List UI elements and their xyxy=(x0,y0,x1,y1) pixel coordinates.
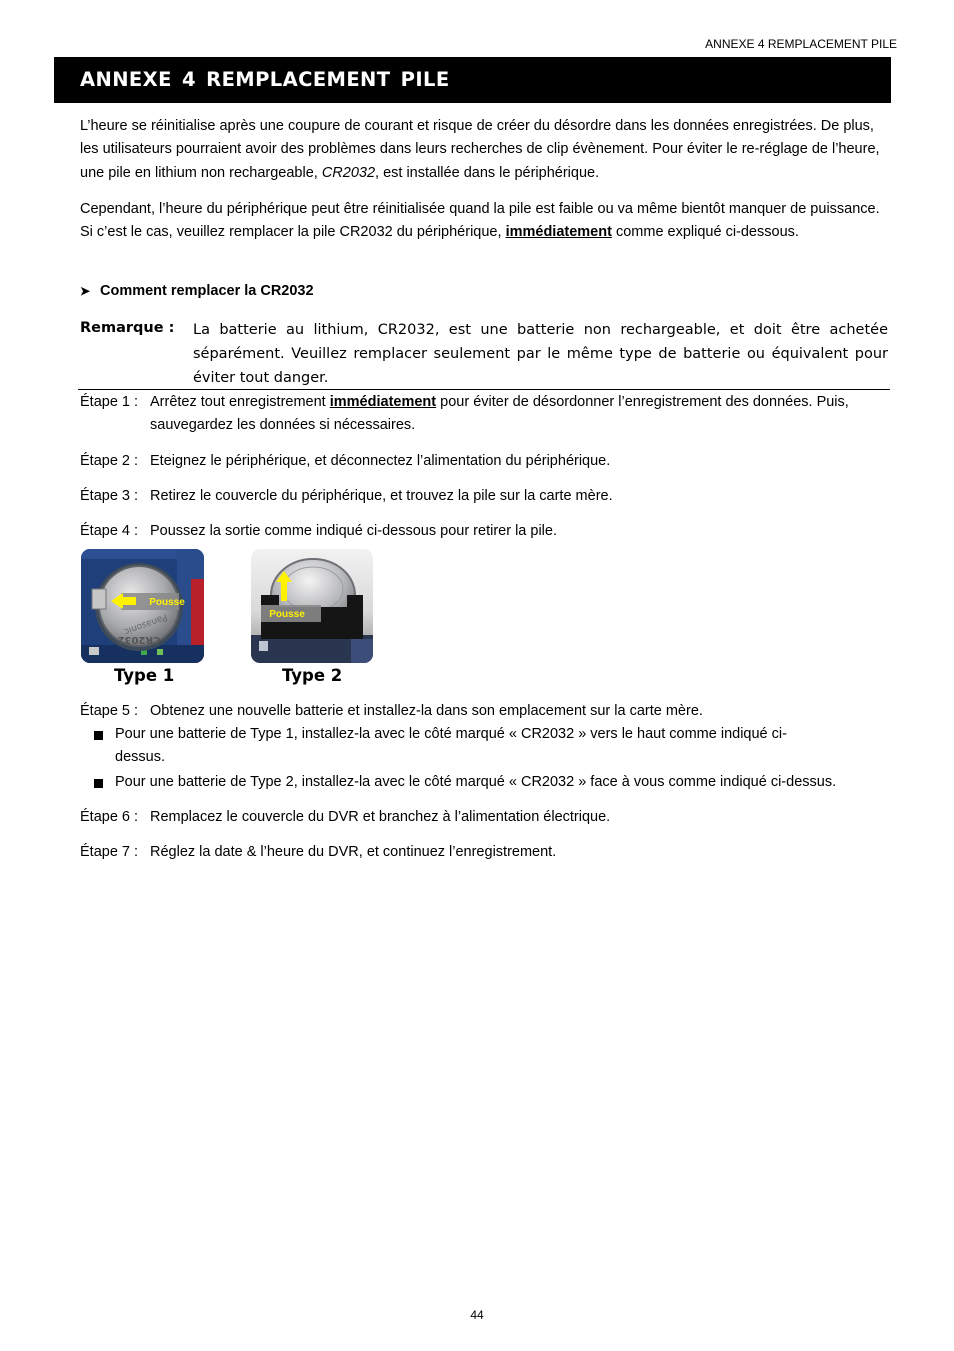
battery-brand: Panasonic xyxy=(122,611,169,637)
bullet-text: Pour une batterie de Type 1, installez-la avec le côté marqué « CR2032 » vers le haut comme indiqué ci-dessus. xyxy=(115,726,787,766)
step-text: Eteignez le périphérique, et déconnectez l’alimentation du périphérique. xyxy=(150,453,611,469)
step-label: Étape 5 : xyxy=(80,703,139,719)
battery-type2-photo xyxy=(251,549,373,663)
howto-heading xyxy=(80,283,314,299)
step-text xyxy=(150,391,900,438)
step-label: Étape 4 : xyxy=(80,523,139,539)
arrow-bullet-icon: ➤ xyxy=(80,284,91,298)
battery-type1-illustration xyxy=(81,549,204,663)
howto-heading-text: Comment remplacer la CR2032 xyxy=(100,283,314,299)
square-bullet-icon xyxy=(94,731,103,740)
immediately-emphasis: immédiatement xyxy=(505,224,612,241)
intro-text: Cependant, l’heure du périphérique peut être réinitialisée quand la pile est faible ou va même bientôt manquer de puissance. Si c’est le cas, veuillez remplacer la pile CR2032 du périphérique, xyxy=(80,201,880,241)
step-label: Étape 6 : xyxy=(80,809,139,825)
step-text: Réglez la date & l’heure du DVR, et continuez l’enregistrement. xyxy=(150,844,557,860)
battery-model-emphasis: CR2032 xyxy=(321,164,376,181)
type2-label: Type 2 xyxy=(282,666,343,685)
step-label: Étape 7 : xyxy=(80,844,139,860)
type1-label: Type 1 xyxy=(114,666,175,685)
step-text-part: pour éviter de désordonner l’enregistrement des données. Puis, sauvegardez les données si nécessaires. xyxy=(150,394,849,434)
push-label: Pousse xyxy=(269,609,305,620)
step-label: Étape 3 : xyxy=(80,488,139,504)
remark-text: La batterie au lithium, CR2032, est une batterie non rechargeable, et doit être achetée séparément. Veuillez remplacer seulement par le même type de batterie ou équivalent pour éviter tout danger. xyxy=(193,322,888,386)
step-text: Remplacez le couvercle du DVR et branchez à l’alimentation électrique. xyxy=(150,809,611,825)
section-title: ANNEXE 4 REMPLACEMENT PILE xyxy=(54,57,891,103)
push-label: Pousse xyxy=(149,597,185,608)
page-number: 44 xyxy=(470,1308,484,1322)
immediately-emphasis: immédiatement xyxy=(329,394,437,410)
intro-text: comme expliqué ci-dessous. xyxy=(611,224,799,241)
step-text: Obtenez une nouvelle batterie et installez-la dans son emplacement sur la carte mère. xyxy=(150,703,703,719)
remark-box xyxy=(78,318,890,390)
step-label: Étape 2 : xyxy=(80,453,139,469)
bullet-text: Pour une batterie de Type 2, installez-la avec le côté marqué « CR2032 » face à vous comme indiqué ci-dessus. xyxy=(115,774,837,790)
remark-label: Remarque : xyxy=(80,320,175,336)
battery-type1-photo xyxy=(81,549,204,663)
intro-text: , est installée dans le périphérique. xyxy=(375,164,600,181)
intro-paragraph-1 xyxy=(80,115,895,185)
step-text-part: Arrêtez tout enregistrement xyxy=(150,394,330,410)
running-header: ANNEXE 4 REMPLACEMENT PILE xyxy=(705,37,897,51)
battery-marking: CR2032 xyxy=(117,634,161,645)
battery-type2-illustration xyxy=(251,549,373,663)
step-text: Poussez la sortie comme indiqué ci-dessous pour retirer la pile. xyxy=(150,523,557,539)
step-text: Retirez le couvercle du périphérique, et trouvez la pile sur la carte mère. xyxy=(150,488,613,504)
intro-text: L’heure se réinitialise après une coupure de courant et risque de créer du désordre dans les données enregistrées. De plus, les utilisateurs pourraient avoir des problèmes dans leurs recherches de clip évènement. Pour éviter le re-réglage de l’heure, une pile en lithium non rechargeable, xyxy=(80,118,880,181)
square-bullet-icon xyxy=(94,779,103,788)
step-label: Étape 1 : xyxy=(80,394,139,410)
intro-paragraph-2 xyxy=(80,198,895,245)
